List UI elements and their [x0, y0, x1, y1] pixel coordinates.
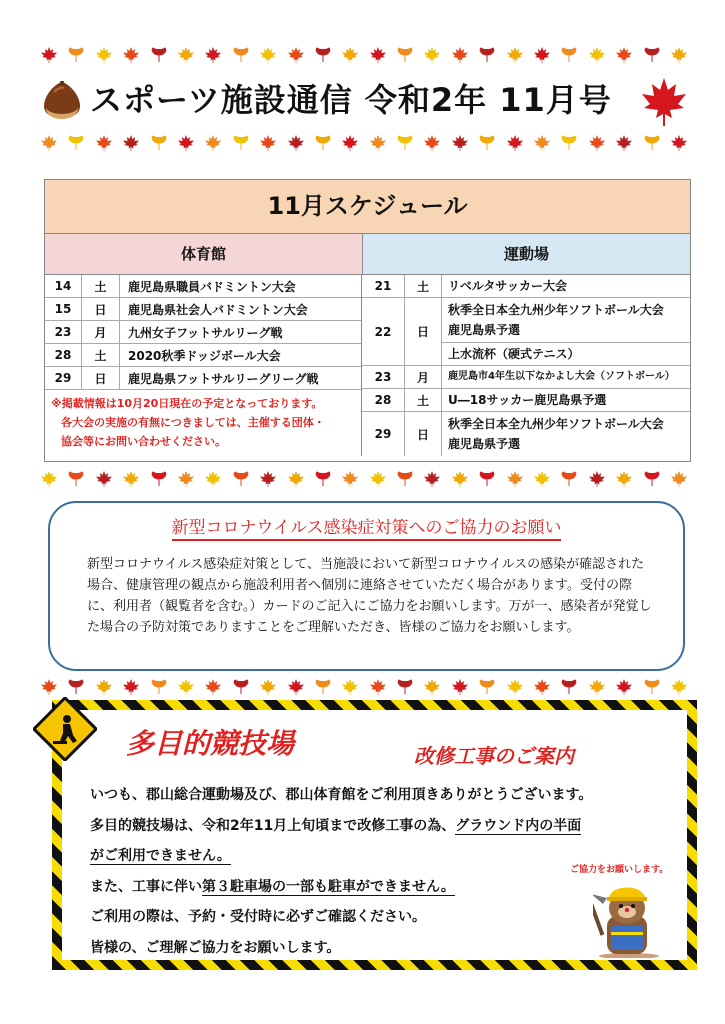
maple-leaf-icon [369, 678, 387, 696]
maple-leaf-icon [451, 678, 469, 696]
field-schedule [362, 275, 690, 456]
maple-leaf-icon [369, 46, 387, 64]
maple-leaf-icon [423, 46, 441, 64]
page-header [38, 72, 688, 132]
maple-leaf-icon [369, 134, 387, 152]
schedule-note: ※掲載情報は10月20日現在の予定となっております。 各大会の実施の有無につきましては、主催する団体・ 協会等にお問い合わせください。 [51, 397, 325, 448]
construction-sign-icon [33, 697, 97, 761]
field-event: 秋季全日本全九州少年ソフトボール大会 鹿児島県予選 [442, 298, 690, 343]
ginkgo-leaf-icon [560, 46, 578, 64]
ginkgo-leaf-icon [396, 470, 414, 488]
maple-leaf-icon [506, 678, 524, 696]
maple-leaf-icon [341, 470, 359, 488]
maple-leaf-icon [451, 470, 469, 488]
ginkgo-leaf-icon [150, 470, 168, 488]
maple-leaf-icon [588, 470, 606, 488]
maple-leaf-icon [615, 134, 633, 152]
field-event: 秋季全日本全九州少年ソフトボール大会 鹿児島県予選 [448, 417, 664, 451]
ginkgo-leaf-icon [643, 46, 661, 64]
maple-leaf-icon [122, 678, 140, 696]
maple-leaf-icon [287, 46, 305, 64]
field-event: リベルタサッカー大会 [442, 275, 690, 298]
gym-event: 鹿児島県フットサルリーグリーグ戦 [128, 371, 319, 386]
field-day: 22 [362, 298, 405, 366]
corona-notice [48, 501, 685, 671]
field-day: 21 [362, 275, 405, 298]
maple-leaf-icon [615, 470, 633, 488]
ginkgo-leaf-icon [314, 678, 332, 696]
maple-leaf-icon [638, 76, 690, 128]
ginkgo-leaf-icon [396, 46, 414, 64]
gym-day: 29 [45, 367, 82, 389]
ginkgo-leaf-icon [396, 678, 414, 696]
ginkgo-leaf-icon [560, 470, 578, 488]
maple-leaf-icon [670, 134, 688, 152]
maple-leaf-icon [533, 470, 551, 488]
maple-leaf-icon [287, 470, 305, 488]
field-day: 28 [362, 389, 405, 412]
ginkgo-leaf-icon [232, 134, 250, 152]
maple-leaf-icon [423, 134, 441, 152]
ginkgo-leaf-icon [643, 134, 661, 152]
maple-leaf-icon [341, 134, 359, 152]
corona-title: 新型コロナウイルス感染症対策へのご協力のお願い [172, 518, 562, 541]
gym-header: 体育館 [45, 234, 363, 274]
gym-event: 2020秋季ドッジボール大会 [128, 348, 281, 363]
construction-subheading: 改修工事のご案内 [414, 744, 574, 768]
gym-event: 鹿児島県社会人バドミントン大会 [128, 302, 308, 317]
chestnut-icon [40, 78, 84, 122]
ginkgo-leaf-icon [232, 470, 250, 488]
november-schedule [44, 179, 691, 462]
maple-leaf-icon [40, 134, 58, 152]
maple-leaf-icon [204, 470, 222, 488]
leaf-border-lower [40, 676, 688, 698]
maple-leaf-icon [40, 678, 58, 696]
maple-leaf-icon [533, 46, 551, 64]
ginkgo-leaf-icon [314, 134, 332, 152]
field-weekday: 土 [405, 275, 442, 298]
ginkgo-leaf-icon [560, 134, 578, 152]
field-event: 上水流杯（硬式テニス） [442, 343, 690, 366]
gym-row [45, 321, 361, 344]
gym-row [45, 344, 361, 367]
ginkgo-leaf-icon [150, 46, 168, 64]
construction-heading: 多目的競技場 [126, 727, 295, 760]
maple-leaf-icon [341, 46, 359, 64]
maple-leaf-icon [95, 134, 113, 152]
maple-leaf-icon [122, 470, 140, 488]
gym-weekday: 日 [82, 367, 120, 389]
field-weekday: 土 [405, 389, 442, 412]
leaf-border-top [40, 44, 688, 66]
field-event: U―18サッカー鹿児島県予選 [442, 389, 690, 412]
ginkgo-leaf-icon [314, 470, 332, 488]
gym-day: 15 [45, 298, 82, 320]
ginkgo-leaf-icon [67, 46, 85, 64]
field-weekday: 月 [405, 366, 442, 389]
gym-row [45, 298, 361, 321]
maple-leaf-icon [40, 470, 58, 488]
maple-leaf-icon [670, 46, 688, 64]
gym-event: 鹿児島県職員バドミントン大会 [128, 279, 296, 294]
maple-leaf-icon [451, 134, 469, 152]
construction-notice [52, 700, 697, 970]
maple-leaf-icon [533, 134, 551, 152]
leaf-border-middle [40, 468, 688, 490]
ginkgo-leaf-icon [67, 678, 85, 696]
gym-weekday: 土 [82, 344, 120, 366]
mole-worker-icon [593, 880, 665, 958]
maple-leaf-icon [451, 46, 469, 64]
maple-leaf-icon [341, 678, 359, 696]
page-title: スポーツ施設通信 令和2年 11月号 [90, 81, 612, 119]
field-weekday: 日 [405, 412, 442, 456]
field-event: 鹿児島市4年生以下なかよし大会（ソフトボール） [442, 366, 690, 389]
maple-leaf-icon [287, 134, 305, 152]
ginkgo-leaf-icon [478, 470, 496, 488]
ginkgo-leaf-icon [478, 134, 496, 152]
maple-leaf-icon [177, 678, 195, 696]
ginkgo-leaf-icon [232, 678, 250, 696]
maple-leaf-icon [40, 46, 58, 64]
maple-leaf-icon [95, 678, 113, 696]
maple-leaf-icon [122, 46, 140, 64]
ginkgo-leaf-icon [396, 134, 414, 152]
maple-leaf-icon [259, 134, 277, 152]
gym-day: 14 [45, 275, 82, 297]
ginkgo-leaf-icon [643, 470, 661, 488]
field-day: 23 [362, 366, 405, 389]
maple-leaf-icon [588, 678, 606, 696]
maple-leaf-icon [259, 46, 277, 64]
ginkgo-leaf-icon [478, 46, 496, 64]
gym-schedule [45, 275, 362, 456]
ginkgo-leaf-icon [314, 46, 332, 64]
gym-day: 28 [45, 344, 82, 366]
maple-leaf-icon [204, 46, 222, 64]
maple-leaf-icon [204, 134, 222, 152]
field-weekday: 日 [405, 298, 442, 366]
maple-leaf-icon [670, 470, 688, 488]
maple-leaf-icon [259, 678, 277, 696]
gym-event: 九州女子フットサルリーグ戦 [128, 325, 283, 340]
maple-leaf-icon [615, 678, 633, 696]
schedule-heading: 11月スケジュール [45, 180, 690, 234]
ginkgo-leaf-icon [150, 134, 168, 152]
gym-weekday: 月 [82, 321, 120, 343]
field-day: 29 [362, 412, 405, 456]
maple-leaf-icon [369, 470, 387, 488]
maple-leaf-icon [204, 678, 222, 696]
maple-leaf-icon [287, 678, 305, 696]
maple-leaf-icon [122, 134, 140, 152]
ginkgo-leaf-icon [478, 678, 496, 696]
thanks-caption: ご協力をお願いします。 [570, 865, 669, 875]
ginkgo-leaf-icon [643, 678, 661, 696]
maple-leaf-icon [95, 46, 113, 64]
corona-body: 新型コロナウイルス感染症対策として、当施設において新型コロナウイルスの感染が確認された場合、健康管理の観点から施設利用者へ個別に連絡させていただく場合があります。受付の際に、利用者（観覧者を含む。）カードのご記入にご協力をお願いします。万が一、感染者が発覚した場合の予防対策でありますことをご理解いただき、皆様のご協力をお願いします。 [87, 557, 652, 635]
ginkgo-leaf-icon [67, 470, 85, 488]
gym-weekday: 土 [82, 275, 120, 297]
gym-row [45, 367, 361, 390]
maple-leaf-icon [588, 134, 606, 152]
maple-leaf-icon [615, 46, 633, 64]
maple-leaf-icon [423, 470, 441, 488]
ginkgo-leaf-icon [150, 678, 168, 696]
maple-leaf-icon [95, 470, 113, 488]
leaf-border-title-bottom [40, 132, 688, 154]
maple-leaf-icon [506, 470, 524, 488]
ginkgo-leaf-icon [560, 678, 578, 696]
gym-row [45, 275, 361, 298]
ginkgo-leaf-icon [67, 134, 85, 152]
ginkgo-leaf-icon [232, 46, 250, 64]
maple-leaf-icon [506, 46, 524, 64]
maple-leaf-icon [423, 678, 441, 696]
maple-leaf-icon [177, 46, 195, 64]
maple-leaf-icon [670, 678, 688, 696]
maple-leaf-icon [506, 134, 524, 152]
field-header: 運動場 [363, 234, 690, 274]
construction-text: いつも、郡山総合運動場及び、郡山体育館をご利用頂きありがとうございます。 多目的競技場は、令和2年11月上旬頃まで改修工事の為、グラウンド内の半面 がご利用できません。 また、工事に伴い第３駐車場の一部も駐車ができません。 ご利用の際は、予約・受付時に必ずご確認ください。 皆様の、ご理解ご協力をお願いします。 [90, 787, 593, 956]
maple-leaf-icon [533, 678, 551, 696]
maple-leaf-icon [177, 470, 195, 488]
maple-leaf-icon [259, 470, 277, 488]
gym-day: 23 [45, 321, 82, 343]
maple-leaf-icon [177, 134, 195, 152]
maple-leaf-icon [588, 46, 606, 64]
gym-weekday: 日 [82, 298, 120, 320]
